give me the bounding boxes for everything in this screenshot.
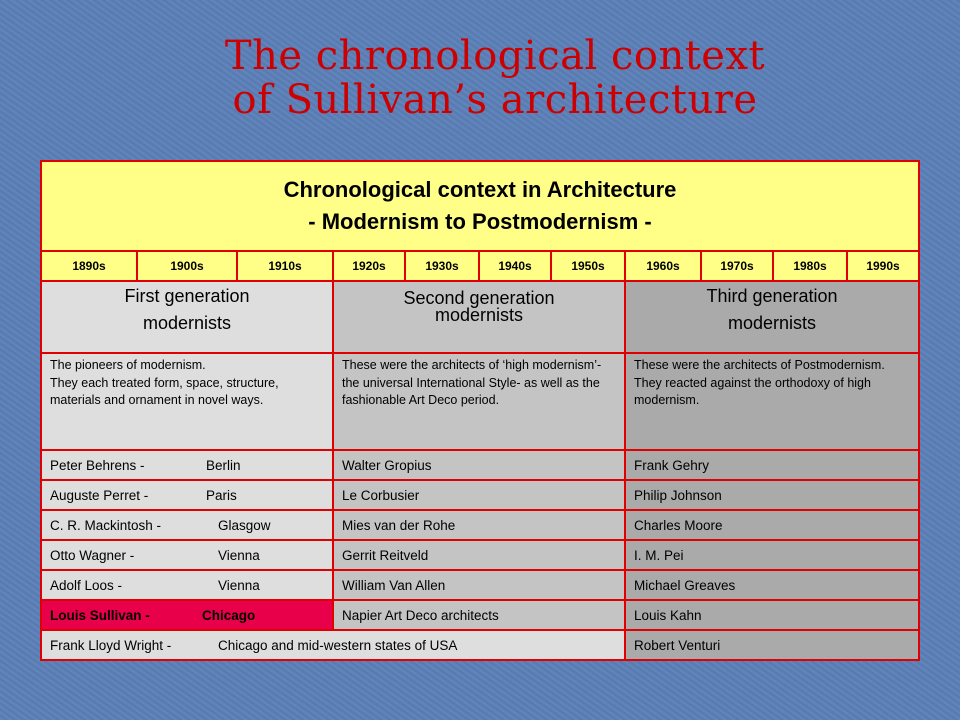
third-generation-architect: Robert Venturi xyxy=(625,630,919,660)
third-generation-architect: I. M. Pei xyxy=(625,540,919,570)
first-generation-architect xyxy=(41,630,625,660)
architect-name: Auguste Perret - xyxy=(50,487,149,503)
second-generation-line-2: modernists xyxy=(434,305,524,325)
highlighted-architect xyxy=(41,600,333,630)
decade-cell: 1930s xyxy=(405,251,479,281)
architect-city: Berlin xyxy=(206,457,241,473)
table-row xyxy=(41,510,919,540)
table-row xyxy=(41,450,919,480)
second-generation-architect: Le Corbusier xyxy=(333,480,625,510)
table-row xyxy=(41,540,919,570)
third-generation-architect: Philip Johnson xyxy=(625,480,919,510)
table-row xyxy=(41,630,919,660)
table-heading-line-1: Chronological context in Architecture xyxy=(283,177,677,202)
slide-title xyxy=(150,34,840,122)
third-generation-architect: Charles Moore xyxy=(625,510,919,540)
third-generation-header xyxy=(625,281,919,353)
second-generation-architect: Walter Gropius xyxy=(333,450,625,480)
decade-cell: 1960s xyxy=(625,251,701,281)
third-generation-architect: Louis Kahn xyxy=(625,600,919,630)
second-generation-architect: Gerrit Reitveld xyxy=(333,540,625,570)
decade-cell: 1990s xyxy=(847,251,919,281)
first-generation-architect xyxy=(41,480,333,510)
first-generation-line-1: First generation xyxy=(124,286,250,306)
decade-cell: 1950s xyxy=(551,251,625,281)
decade-cell: 1910s xyxy=(237,251,333,281)
architect-city: Chicago xyxy=(202,607,256,623)
table-row xyxy=(41,600,919,630)
description-line: The pioneers of modernism. xyxy=(50,358,206,372)
architect-name: Louis Sullivan - xyxy=(50,607,150,623)
first-generation-architect xyxy=(41,540,333,570)
first-generation-architect xyxy=(41,510,333,540)
first-generation-architect xyxy=(41,570,333,600)
second-generation-architect: Mies van der Rohe xyxy=(333,510,625,540)
third-generation-description xyxy=(625,353,919,450)
second-generation-header xyxy=(333,281,625,353)
title-line-2: of Sullivan’s architecture xyxy=(232,77,758,123)
second-generation-description xyxy=(333,353,625,450)
description-line: These were the architects of ‘high modernism’- the universal International Style- as well as the fashionable Art Deco period. xyxy=(342,358,602,407)
architect-name: Peter Behrens - xyxy=(50,457,145,473)
architect-city: Paris xyxy=(206,487,237,503)
first-generation-line-2: modernists xyxy=(142,313,232,333)
first-generation-header xyxy=(41,281,333,353)
decade-cell: 1890s xyxy=(41,251,137,281)
second-generation-line-1: Second generation xyxy=(403,288,555,308)
architect-name: Otto Wagner - xyxy=(50,547,135,563)
third-generation-line-2: modernists xyxy=(727,313,817,333)
decade-cell: 1920s xyxy=(333,251,405,281)
architect-name: Frank Lloyd Wright - xyxy=(50,637,172,653)
architect-city: Chicago and mid-western states of USA xyxy=(218,637,458,653)
architect-city: Glasgow xyxy=(218,517,271,533)
description-line: They each treated form, space, structure, materials and ornament in novel ways. xyxy=(50,375,279,407)
decade-cell: 1980s xyxy=(773,251,847,281)
chronology-table xyxy=(40,160,920,661)
table-heading xyxy=(41,161,919,251)
second-generation-architect: William Van Allen xyxy=(333,570,625,600)
third-generation-architect: Michael Greaves xyxy=(625,570,919,600)
title-line-1: The chronological context xyxy=(224,33,766,79)
second-generation-architect: Napier Art Deco architects xyxy=(333,600,625,630)
third-generation-line-1: Third generation xyxy=(706,286,838,306)
first-generation-architect xyxy=(41,450,333,480)
third-generation-architect: Frank Gehry xyxy=(625,450,919,480)
decade-cell: 1940s xyxy=(479,251,551,281)
table-row xyxy=(41,480,919,510)
decade-cell: 1900s xyxy=(137,251,237,281)
table-row xyxy=(41,570,919,600)
architect-city: Vienna xyxy=(218,547,260,563)
architect-name: Adolf Loos - xyxy=(50,577,123,593)
architect-city: Vienna xyxy=(218,577,260,593)
architect-name: C. R. Mackintosh - xyxy=(50,517,162,533)
table-heading-line-2: - Modernism to Postmodernism - xyxy=(308,209,652,234)
decade-cell: 1970s xyxy=(701,251,773,281)
description-line: They reacted against the orthodoxy of high modernism. xyxy=(634,375,871,407)
description-line: These were the architects of Postmodernism. xyxy=(634,358,885,372)
first-generation-description xyxy=(41,353,333,450)
